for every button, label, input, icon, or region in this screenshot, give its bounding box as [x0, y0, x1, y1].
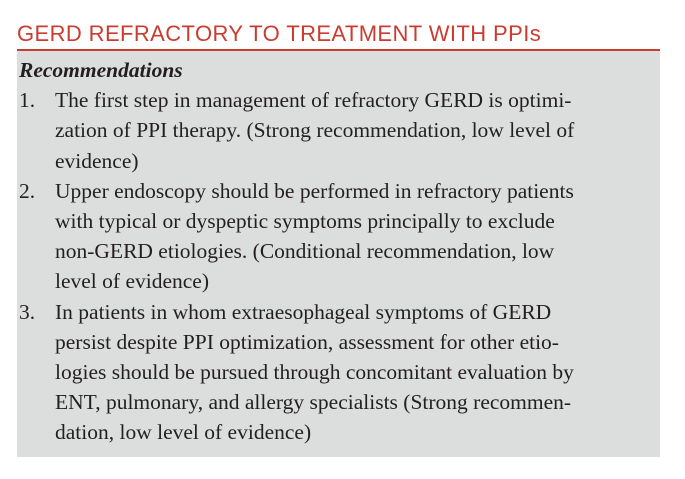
- recommendation-text: Upper endoscopy should be performed in refractory patients with typical or dyspeptic symptoms principally to exclude non-GERD etiologies. (Conditional recommendation, low level of evidence): [55, 178, 574, 294]
- recommendation-item: [19, 85, 656, 176]
- recommendation-item: [19, 176, 656, 297]
- recommendation-text: The first step in management of refractory GERD is optimi- zation of PPI therapy. (Strong recommendation, low level of evidence): [55, 88, 575, 173]
- recommendations-list: [19, 85, 656, 447]
- recommendations-panel: [17, 51, 660, 457]
- recommendations-subheading: Recommendations: [19, 58, 183, 82]
- box-title: GERD REFRACTORY TO TREATMENT WITH PPIs: [17, 21, 542, 46]
- recommendation-text: In patients in whom extraesophageal symptoms of GERD persist despite PPI optimization, assessment for other etio- logies should be pursued through concomitant evaluation by ENT, pulmonary, and allergy specialists (Strong recommen- dation, low level of evidence): [55, 299, 574, 445]
- recommendation-item: [19, 297, 656, 448]
- recommendation-number: 3.: [19, 299, 36, 324]
- recommendation-number: 1.: [19, 88, 36, 113]
- recommendation-number: 2.: [19, 178, 36, 203]
